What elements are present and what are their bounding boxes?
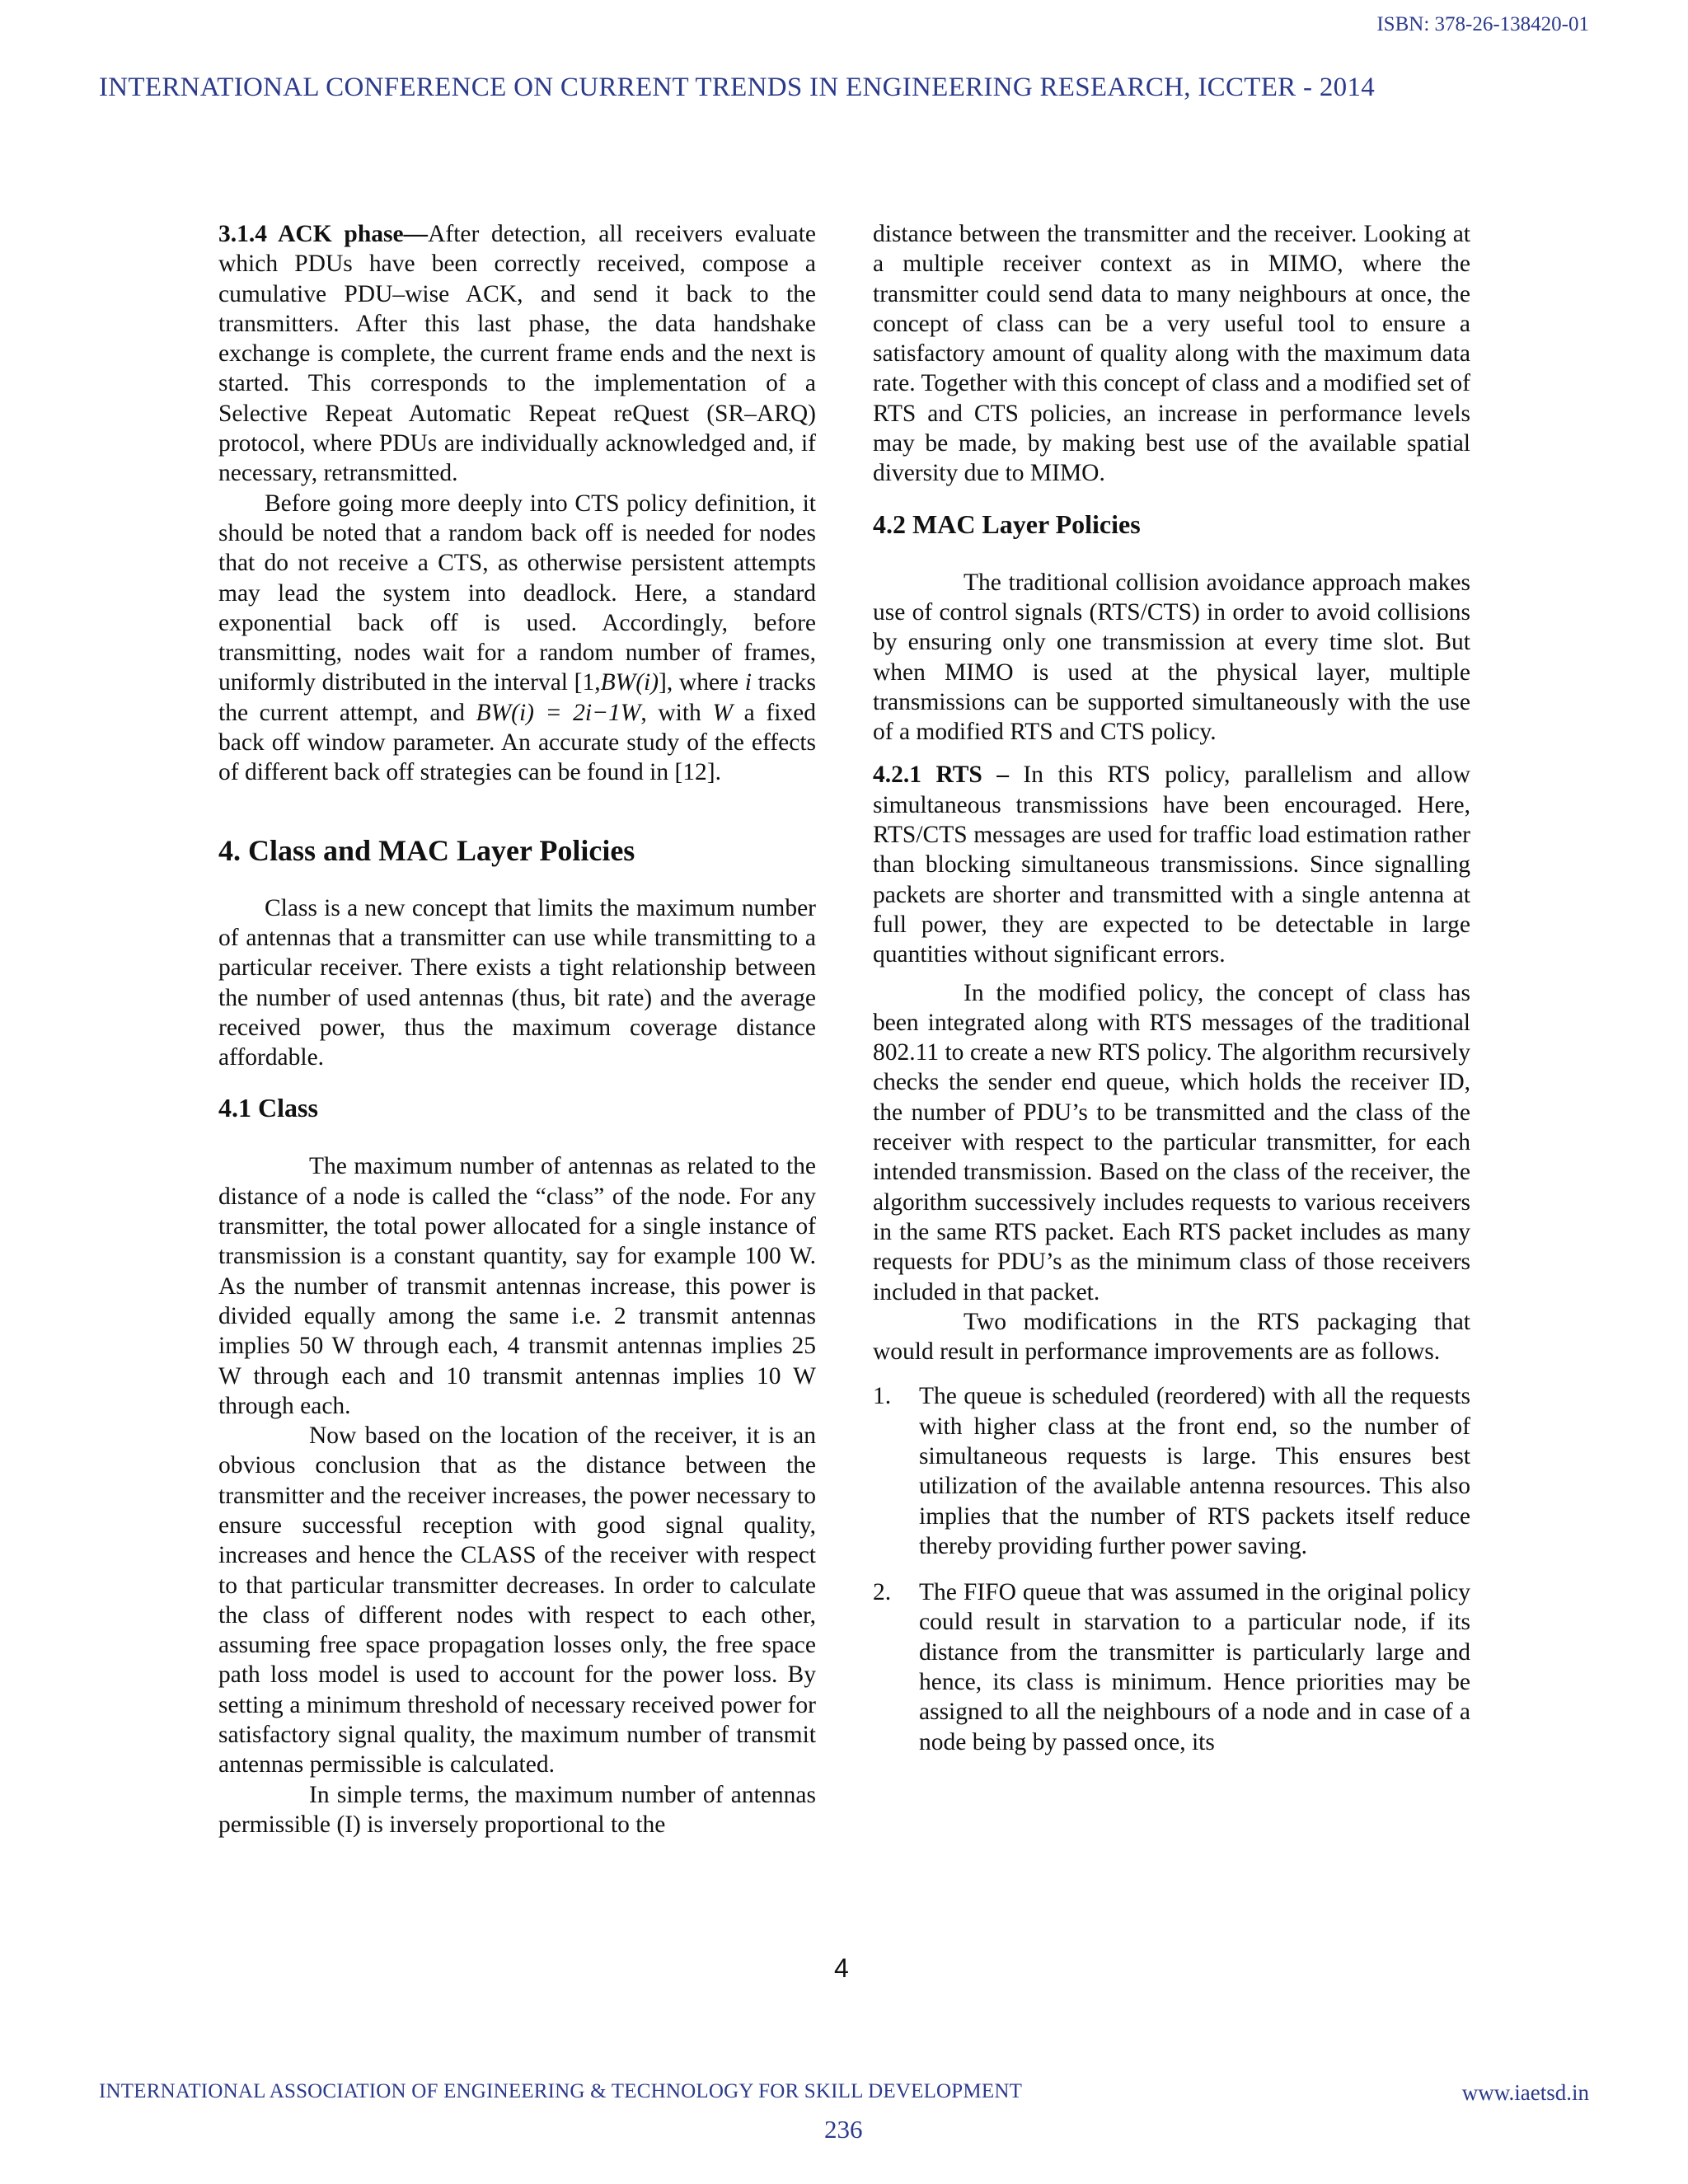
list-item-text: The queue is scheduled (reordered) with all the requests with higher class at the front end, so the number of simultaneous requests is large. This ensures best utilization of the available antenna resources. This also implies that the number of RTS packets itself reduce thereby providing further power saving.	[919, 1383, 1470, 1559]
ack-text: After detection, all receivers evaluate which PDUs have been correctly received, compose a cumulative PDU–wise ACK, and send it back to the transmitters. After this last phase, the data handshake exchange is complete, the current frame ends and the next is started. This corresponds to the implementation of a Selective Repeat Automatic Repeat reQuest (SR–ARQ) protocol, where PDUs are individually acknowledged and, if necessary, retransmitted.	[218, 221, 816, 487]
section-4-2-heading: 4.2 MAC Layer Policies	[873, 509, 1141, 539]
rts-paragraph	[873, 760, 1470, 969]
page-number: 4	[834, 1953, 849, 1983]
backoff-text-b: ], where	[659, 669, 745, 696]
right-column	[873, 219, 1470, 1774]
list-item-text: The FIFO queue that was assumed in the original policy could result in starvation to a particular node, if its distance from the transmitter is particularly large and hence, its class is minimum. Hence priorities may be assigned to all the neighbours of a node and in case of a node being by passed once, its	[919, 1579, 1470, 1755]
continuation-paragraph: distance between the transmitter and the receiver. Looking at a multiple receiver context as in MIMO, where the transmitter could send data to many neighbours at once, the concept of class can be a very useful tool to ensure a satisfactory amount of quality along with the maximum data rate. Together with this concept of class and a modified set of RTS and CTS policies, an increase in performance levels may be made, by making best use of the available spatial diversity due to MIMO.	[873, 221, 1470, 487]
i-variable: i	[744, 669, 752, 696]
rts-heading: 4.2.1 RTS –	[873, 762, 1009, 789]
mac-paragraph: The traditional collision avoidance approach makes use of control signals (RTS/CTS) in order to avoid collisions by ensuring only one transmission at every time slot. But when MIMO is used at the physical layer, multiple transmissions can be supported simultaneously with the use of a modified RTS and CTS policy.	[873, 569, 1470, 746]
bw-i: BW(i)	[600, 669, 659, 696]
section-4-heading: 4. Class and MAC Layer Policies	[218, 833, 635, 867]
left-column	[218, 219, 816, 1840]
two-modifications-paragraph: Two modifications in the RTS packaging that would result in performance improvements are as follows.	[873, 1308, 1470, 1366]
section-4-1-heading: 4.1 Class	[218, 1093, 318, 1123]
backoff-text-c: tracks the current attempt, and	[218, 669, 817, 726]
bw-equation: BW(i) = 2i−1W	[476, 699, 641, 726]
rts-text: In this RTS policy, parallelism and allow simultaneous transmissions have been encouraged. Here, RTS/CTS messages are used for traffic load estimation rather than blocking simultaneous transmissions. Since signalling packets are shorter and transmitted with a single antenna at full power, they are expected to be detectable in large quantities without significant errors.	[873, 762, 1470, 968]
footer-page-number: 236	[824, 2115, 863, 2144]
list-item-number: 2.	[873, 1579, 892, 1606]
list-item-number: 1.	[873, 1383, 892, 1410]
modified-policy-paragraph: In the modified policy, the concept of class has been integrated along with RTS messages of the traditional 802.11 to create a new RTS policy. The algorithm recursively checks the sender end queue, which holds the receiver ID, the number of PDU’s to be transmitted and the class of the receiver with respect to the particular transmitter, for each intended transmission. Based on the class of the receiver, the algorithm successively includes requests to various receivers in the same RTS packet. Each RTS packet includes as many requests for PDU’s as the minimum class of those receivers included in that packet.	[873, 979, 1470, 1305]
list-item	[873, 1577, 1470, 1757]
conference-header: INTERNATIONAL CONFERENCE ON CURRENT TRENDS IN ENGINEERING RESEARCH, ICCTER - 2014	[99, 73, 1376, 102]
class-paragraph-1: The maximum number of antennas as related to the distance of a node is called the “class” of the node. For any transmitter, the total power allocated for a single instance of transmission is a constant quantity, say for example 100 W. As the number of transmit antennas increase, this power is divided equally among the same i.e. 2 transmit antennas implies 50 W through each, 4 transmit antennas implies 25 W through each and 10 transmit antennas implies 10 W through each.	[218, 1153, 816, 1419]
footer-website-link[interactable]: www.iaetsd.in	[1461, 2080, 1589, 2105]
ack-paragraph	[218, 219, 816, 489]
backoff-text-e: a fixed back off window parameter. An accurate study of the effects of different back off strategies can be found in [12].	[218, 699, 816, 786]
isbn-label: ISBN: 378-26-138420-01	[1376, 13, 1589, 35]
modifications-list	[873, 1381, 1470, 1757]
class-paragraph-2: Now based on the location of the receiver, it is an obvious conclusion that as the distance between the transmitter and the receiver increases, the power necessary to ensure successful reception with good signal quality, increases and hence the CLASS of the receiver with respect to that particular transmitter decreases. In order to calculate the class of different nodes with respect to each other, assuming free space propagation losses only, the free space path loss model is used to account for the power loss. By setting a minimum threshold of necessary received power for satisfactory signal quality, the maximum number of transmit antennas permissible is calculated.	[218, 1422, 816, 1779]
ack-heading: 3.1.4 ACK phase—	[218, 221, 429, 247]
backoff-text-d: , with	[640, 699, 713, 726]
class-paragraph-3: In simple terms, the maximum number of antennas permissible (I) is inversely proportional to the	[218, 1781, 816, 1838]
backoff-paragraph	[218, 489, 816, 788]
w-variable: W	[712, 699, 734, 726]
list-item	[873, 1381, 1470, 1561]
class-intro-paragraph: Class is a new concept that limits the maximum number of antennas that a transmitter can use while transmitting to a particular receiver. There exists a tight relationship between the number of used antennas (thus, bit rate) and the average received power, thus the maximum coverage distance affordable.	[218, 894, 816, 1071]
backoff-text-a: Before going more deeply into CTS policy definition, it should be noted that a random back off is needed for nodes that do not receive a CTS, as otherwise persistent attempts may lead the system into deadlock. Here, a standard exponential back off is used. Accordingly, before transmitting, nodes wait for a random number of frames, uniformly distributed in the interval [1,	[218, 490, 816, 696]
footer-association: INTERNATIONAL ASSOCIATION OF ENGINEERING & TECHNOLOGY FOR SKILL DEVELOPMENT	[99, 2080, 1023, 2102]
